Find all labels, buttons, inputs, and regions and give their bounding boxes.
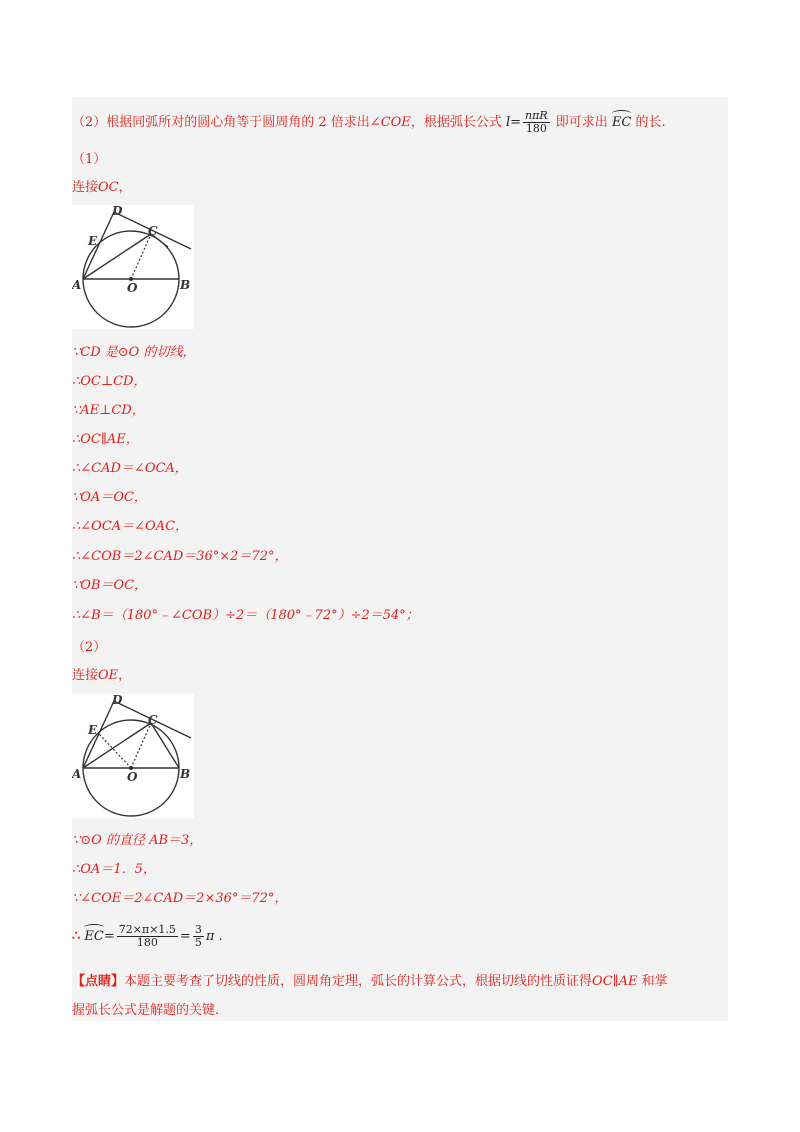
part2-connect-suffix: ， — [118, 668, 132, 683]
final-eq1: = — [103, 929, 115, 944]
comment-line-2: 握弧长公式是解题的关键. — [72, 1003, 220, 1018]
comment-tag: 【点睛】 — [72, 974, 125, 989]
figure-2 — [72, 694, 194, 818]
part2-connect-prefix: 连接 — [72, 668, 99, 683]
part1-step-10: ∴∠B＝（180°﹣∠COB）÷2＝（180°﹣72°）÷2＝54°； — [72, 608, 419, 623]
label-d: D — [112, 694, 123, 707]
label-b: B — [180, 278, 191, 292]
part1-step-1: ∵CD 是⊙O 的切线， — [72, 345, 196, 360]
hint-frac-den: 180 — [525, 122, 547, 135]
part2-label: （2） — [72, 640, 107, 655]
hint-l-var: l — [505, 115, 511, 130]
circle-diagram-1 — [72, 205, 194, 329]
final-frac1-num: 72×π×1.5 — [118, 923, 176, 936]
hint-formula-fraction — [523, 110, 550, 135]
circle-diagram-2 — [72, 694, 194, 818]
therefore-symbol: ∴ — [72, 929, 81, 944]
hint-prefix: （2）根据同弧所对的圆心角等于圆周角的 2 倍求出∠ — [72, 115, 381, 130]
comment-text-1: 本题主要考查了切线的性质，圆周角定理，弧长的计算公式，根据切线的性质证得 — [124, 974, 593, 989]
hint-frac-num: nπR — [525, 109, 548, 122]
comment-vars: OC∥AE — [592, 974, 638, 989]
part1-connect-var: OC — [98, 180, 119, 195]
part1-step-6: ∵OA＝OC， — [72, 490, 147, 505]
final-fraction-1 — [117, 924, 178, 949]
part1-connect-suffix: ， — [118, 180, 132, 195]
final-arc-ec: EC — [84, 929, 104, 944]
hint-suffix: 的长. — [635, 115, 666, 130]
label-c: C — [148, 224, 158, 238]
part1-step-8: ∴∠COB＝2∠CAD＝36°×2＝72°， — [72, 549, 288, 564]
label-e: E — [88, 234, 98, 248]
part1-connect — [72, 180, 132, 196]
part2-step-3: ∵∠COE＝2∠CAD＝2×36°＝72°， — [72, 891, 288, 906]
part1-label: （1） — [72, 152, 107, 167]
label-a: A — [72, 278, 82, 292]
part1-step-5: ∴∠CAD＝∠OCA， — [72, 461, 188, 476]
label-e: E — [88, 723, 98, 737]
part1-step-2: ∴OC⊥CD， — [72, 374, 147, 389]
hint-angle-var: COE — [380, 115, 411, 130]
label-b: B — [180, 767, 191, 781]
final-fraction-2 — [193, 924, 204, 949]
hint-mid: ，根据弧长公式 — [410, 115, 502, 130]
final-frac1-den: 180 — [136, 936, 158, 949]
hint-eq: = — [510, 115, 522, 130]
part1-step-4: ∴OC∥AE， — [72, 432, 139, 447]
label-c: C — [148, 713, 158, 727]
final-eq2: = — [179, 929, 191, 944]
part2-final-line — [72, 924, 223, 949]
part1-step-3: ∵AE⊥CD， — [72, 403, 145, 418]
part2-connect-var: OE — [98, 668, 119, 683]
figure-1 — [72, 205, 194, 329]
label-o: O — [127, 770, 138, 784]
part2-step-1: ∵⊙O 的直径 AB＝3， — [72, 833, 203, 848]
comment-text-1-end: 和掌 — [637, 974, 668, 989]
final-pi: π — [205, 929, 215, 944]
final-frac2-num: 3 — [194, 923, 202, 936]
label-d: D — [112, 205, 123, 218]
hint-line — [72, 110, 666, 135]
label-o: O — [127, 281, 138, 295]
hint-mid2: 即可求出 — [551, 115, 608, 130]
label-a: A — [72, 767, 82, 781]
part2-step-2: ∴OA＝1．5， — [72, 862, 156, 877]
hint-arc-ec: EC — [611, 115, 632, 130]
comment-line-1 — [72, 974, 668, 990]
part2-connect — [72, 668, 131, 684]
final-dot: . — [218, 929, 223, 944]
final-frac2-den: 5 — [194, 936, 202, 949]
part1-connect-prefix: 连接 — [72, 180, 99, 195]
part1-step-7: ∴∠OCA＝∠OAC， — [72, 519, 189, 534]
part1-step-9: ∵OB＝OC， — [72, 578, 148, 593]
